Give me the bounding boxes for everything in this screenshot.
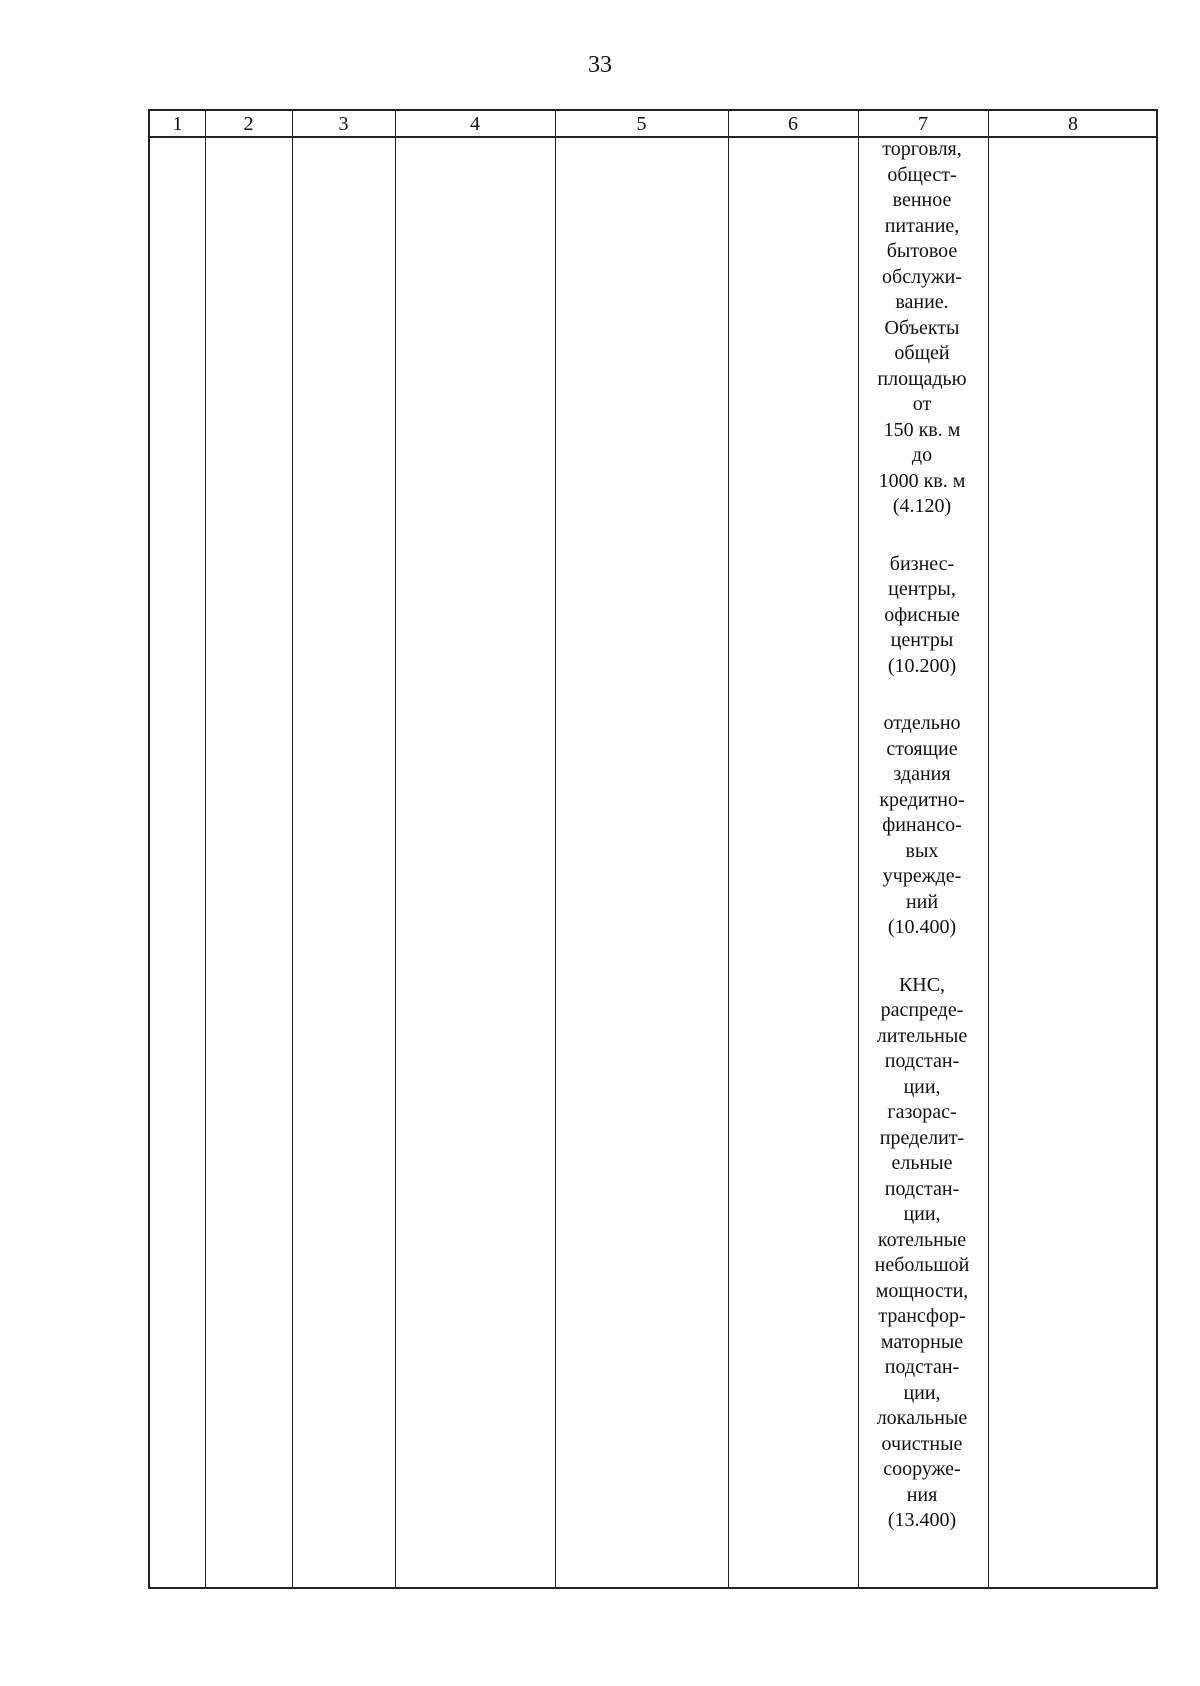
col7-text-line: ции,: [903, 1381, 941, 1404]
column-divider: [205, 111, 206, 1587]
col7-text-line: учрежде-: [882, 865, 962, 887]
col7-text-line: 150 кв. м: [883, 418, 961, 441]
block-spacer: [857, 679, 987, 711]
header-cell-6: 6: [788, 113, 798, 135]
column-7-content: [857, 137, 987, 1534]
col7-text-line: торговля,: [882, 138, 962, 160]
col7-text-line: КНС,: [898, 973, 946, 996]
header-cell-7: 7: [918, 113, 928, 135]
column-divider: [292, 111, 293, 1587]
col7-text-line: подстан-: [884, 1050, 960, 1072]
col7-text-line: (4.120): [892, 495, 952, 517]
col7-text-line: центры,: [888, 578, 956, 600]
col7-text-line: маторные: [880, 1330, 964, 1353]
col7-text-line: ции,: [903, 1075, 941, 1098]
col7-text-line: подстан-: [884, 1356, 960, 1378]
col7-text-line: стоящие: [886, 737, 958, 760]
header-cell-3: 3: [338, 113, 349, 135]
column-divider: [555, 111, 556, 1587]
col7-text-line: лительные: [876, 1024, 968, 1047]
col7-text-line: ельные: [891, 1152, 953, 1174]
header-cell-4: 4: [470, 113, 480, 135]
col7-text-line: (10.400): [887, 916, 957, 938]
header-cell-2: 2: [243, 113, 254, 135]
header-cell-1: 1: [172, 113, 183, 135]
col7-text-line: вание.: [895, 291, 949, 313]
col7-text-line: обслужи-: [882, 265, 962, 288]
col7-text-line: очистные: [881, 1432, 963, 1455]
regulation-table: [148, 109, 1158, 1589]
col7-text-line: 1000 кв. м: [878, 469, 966, 492]
block-spacer: [857, 520, 987, 552]
column-divider: [395, 111, 396, 1587]
col7-text-line: офисные: [884, 603, 960, 626]
header-cell-8: 8: [1068, 113, 1078, 135]
col7-text-line: трансфор-: [878, 1305, 966, 1327]
col7-text-line: общей: [894, 342, 950, 364]
col7-text-line: газорас-: [887, 1101, 957, 1123]
col7-text-line: подстан-: [884, 1177, 960, 1200]
col7-text-line: до: [911, 444, 933, 466]
col7-text-line: отдельно: [883, 712, 961, 734]
col7-text-line: пределит-: [879, 1126, 965, 1149]
header-cell-5: 5: [636, 113, 647, 135]
col7-text-line: вых: [905, 839, 939, 862]
col7-text-line: ции,: [903, 1203, 941, 1225]
col7-text-line: общест-: [887, 163, 957, 186]
col7-text-line: котельные: [877, 1228, 967, 1251]
col7-text-line: центры: [890, 629, 954, 651]
col7-text-line: (10.200): [887, 654, 957, 677]
col7-text-line: финансо-: [882, 814, 962, 836]
col7-text-line: локальные: [876, 1407, 968, 1429]
col7-text-line: небольшой: [874, 1254, 970, 1276]
col7-text-line: ний: [905, 890, 939, 913]
column-divider: [728, 111, 729, 1587]
col7-text-line: бытовое: [886, 240, 958, 262]
col7-text-line: мощности,: [875, 1279, 969, 1302]
col7-text-line: кредитно-: [879, 788, 965, 811]
block-spacer: [857, 941, 987, 973]
col7-text-line: площадью: [877, 367, 967, 390]
col7-text-line: здания: [893, 763, 951, 785]
col7-text-line: распреде-: [880, 999, 964, 1021]
col7-text-line: Объекты: [884, 316, 960, 339]
col7-text-line: от: [912, 393, 932, 415]
col7-text-line: венное: [892, 189, 952, 211]
col7-text-line: сооруже-: [883, 1458, 961, 1480]
col7-text-line: (13.400): [887, 1509, 957, 1531]
column-divider: [988, 111, 989, 1587]
page-number: 33: [588, 52, 612, 78]
col7-text-line: ния: [906, 1483, 938, 1506]
col7-text-line: питание,: [884, 214, 960, 237]
col7-text-line: бизнес-: [889, 552, 955, 575]
